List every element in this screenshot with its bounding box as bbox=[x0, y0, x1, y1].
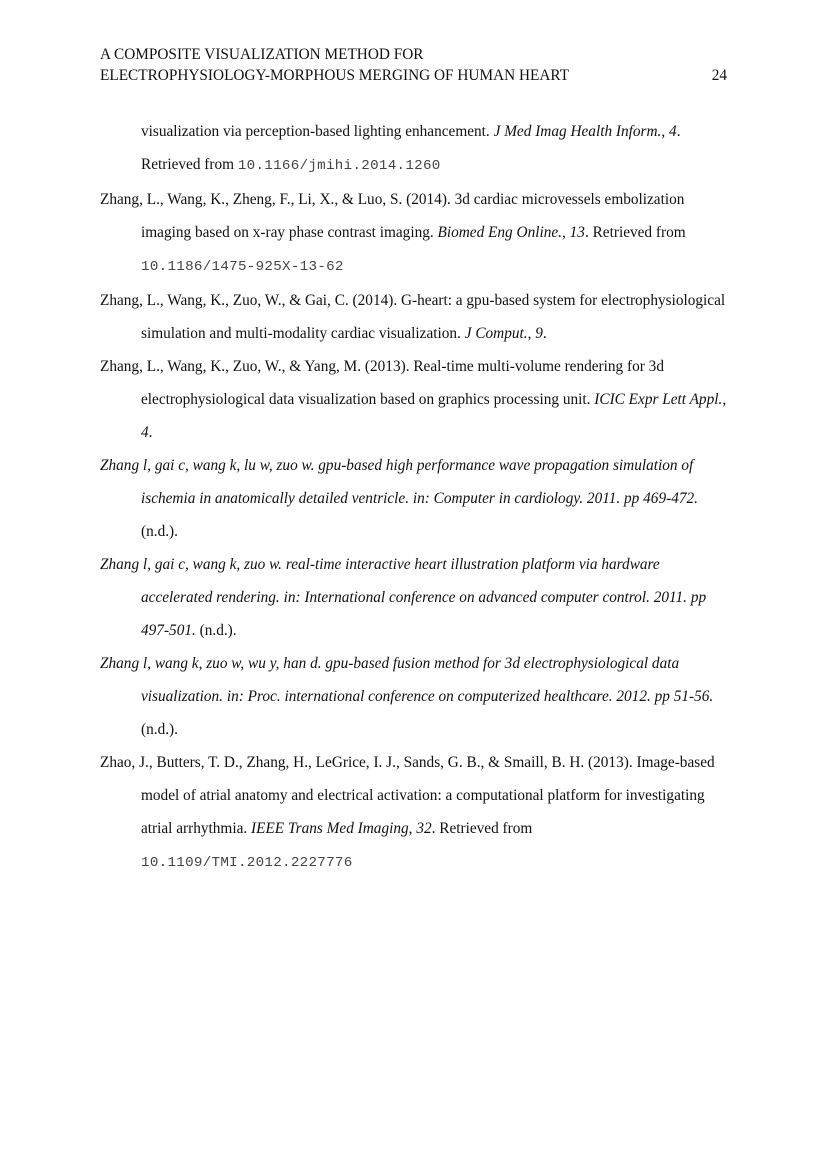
reference-nd: (n.d.). bbox=[199, 622, 237, 639]
reference-item bbox=[100, 548, 728, 647]
reference-journal: J Med Imag Health Inform. bbox=[493, 123, 662, 140]
reference-retrieved: Retrieved from bbox=[439, 820, 533, 837]
reference-item: visualization via perception-based lighting enhancement. J Med Imag Health Inform., 4. Retrieved from 10.1166/jmihi.2014.1260 bbox=[141, 123, 681, 174]
reference-authors: Zhang, L., Wang, K., Zuo, W., & Gai, C. (2014). bbox=[100, 292, 398, 309]
reference-journal: Biomed Eng Online. bbox=[437, 224, 562, 241]
running-head-line-2: ELECTROPHYSIOLOGY-MORPHOUS MERGING OF HUMAN HEART bbox=[100, 67, 570, 84]
reference-item: Zhang, L., Wang, K., Zuo, W., & Yang, M. (2013). Real-time multi-volume rendering for 3d electrophysiological data visualization based on graphics processing unit. ICIC Expr Lett Appl., 4. bbox=[100, 358, 727, 441]
reference-nd: (n.d.). bbox=[141, 721, 178, 738]
reference-doi-link[interactable]: 10.1166/jmihi.2014.1260 bbox=[237, 158, 441, 174]
running-head-line-1: A COMPOSITE VISUALIZATION METHOD FOR bbox=[100, 46, 424, 63]
reference-title: Zhang l, wang k, zuo w, wu y, han d. gpu-based fusion method for 3d electrophysiological data visualization. in: Proc. international conference on computerized healthcare. 2012. pp 51-56. bbox=[100, 655, 714, 705]
reference-item: Zhang, L., Wang, K., Zheng, F., Li, X., & Luo, S. (2014). 3d cardiac microvessels embolization imaging based on x-ray phase contrast imaging. Biomed Eng Online., 13. Retrieved from 10.1186/1475-925X-13-62 bbox=[100, 191, 686, 275]
reference-title: Zhang l, gai c, wang k, lu w, zuo w. gpu-based high performance wave propagation simulation of ischemia in anatomically detailed ventricle. in: Computer in cardiology. 2011. pp 469-472. bbox=[100, 457, 698, 507]
reference-authors: Zhao, J., Butters, T. D., Zhang, H., LeGrice, I. J., Sands, G. B., & Smaill, B. H. (2013). bbox=[100, 754, 633, 771]
reference-volume: 4 bbox=[141, 424, 149, 441]
reference-nd: (n.d.). bbox=[141, 523, 178, 540]
reference-volume: 9 bbox=[535, 325, 543, 342]
reference-item: Zhao, J., Butters, T. D., Zhang, H., LeGrice, I. J., Sands, G. B., & Smaill, B. H. (2013). Image-based model of atrial anatomy and electrical activation: a computational platform for investigating atrial arrhythmia. IEEE Trans Med Imaging, 32. Retrieved from 10.1109/TMI.2012.2227776 bbox=[100, 754, 715, 871]
reference-authors: Zhang, L., Wang, K., Zuo, W., & Yang, M. (2013). bbox=[100, 358, 410, 375]
reference-list bbox=[100, 115, 728, 880]
reference-journal: ICIC Expr Lett Appl. bbox=[594, 391, 723, 408]
page-number: 24 bbox=[711, 67, 727, 84]
reference-item: Zhang, L., Wang, K., Zuo, W., & Gai, C. (2014). G-heart: a gpu-based system for electrophysiological simulation and multi-modality cardiac visualization. J Comput., 9. bbox=[100, 292, 726, 342]
reference-authors: Zhang, L., Wang, K., Zheng, F., Li, X., & Luo, S. (2014). bbox=[100, 191, 451, 208]
reference-text: visualization via perception-based lighting enhancement. bbox=[141, 123, 490, 140]
reference-text: G-heart: a gpu-based system for electrophysiological simulation and multi-modality cardiac visualization. bbox=[141, 292, 726, 342]
reference-doi-link[interactable]: 10.1109/TMI.2012.2227776 bbox=[141, 855, 353, 871]
reference-text: Real-time multi-volume rendering for 3d electrophysiological data visualization based on graphics processing unit. bbox=[141, 358, 664, 408]
reference-doi-link[interactable]: 10.1186/1475-925X-13-62 bbox=[141, 259, 344, 275]
reference-text: Image-based model of atrial anatomy and electrical activation: a computational platform for investigating atrial arrhythmia. bbox=[141, 754, 715, 837]
reference-item bbox=[100, 449, 728, 548]
reference-retrieved: Retrieved from bbox=[592, 224, 686, 241]
running-head bbox=[100, 44, 727, 86]
reference-volume: 32 bbox=[416, 820, 432, 837]
reference-text: 3d cardiac microvessels embolization imaging based on x-ray phase contrast imaging. bbox=[141, 191, 685, 241]
reference-item bbox=[100, 647, 728, 746]
reference-retrieved: Retrieved from bbox=[141, 156, 235, 173]
reference-journal: IEEE Trans Med Imaging bbox=[251, 820, 409, 837]
reference-volume: 13 bbox=[569, 224, 585, 241]
reference-title: Zhang l, gai c, wang k, zuo w. real-time interactive heart illustration platform via hardware accelerated rendering. in: International conference on advanced computer control. 2011. pp 497-501. bbox=[100, 556, 707, 639]
reference-volume: 4 bbox=[669, 123, 677, 140]
reference-journal: J Comput. bbox=[464, 325, 528, 342]
